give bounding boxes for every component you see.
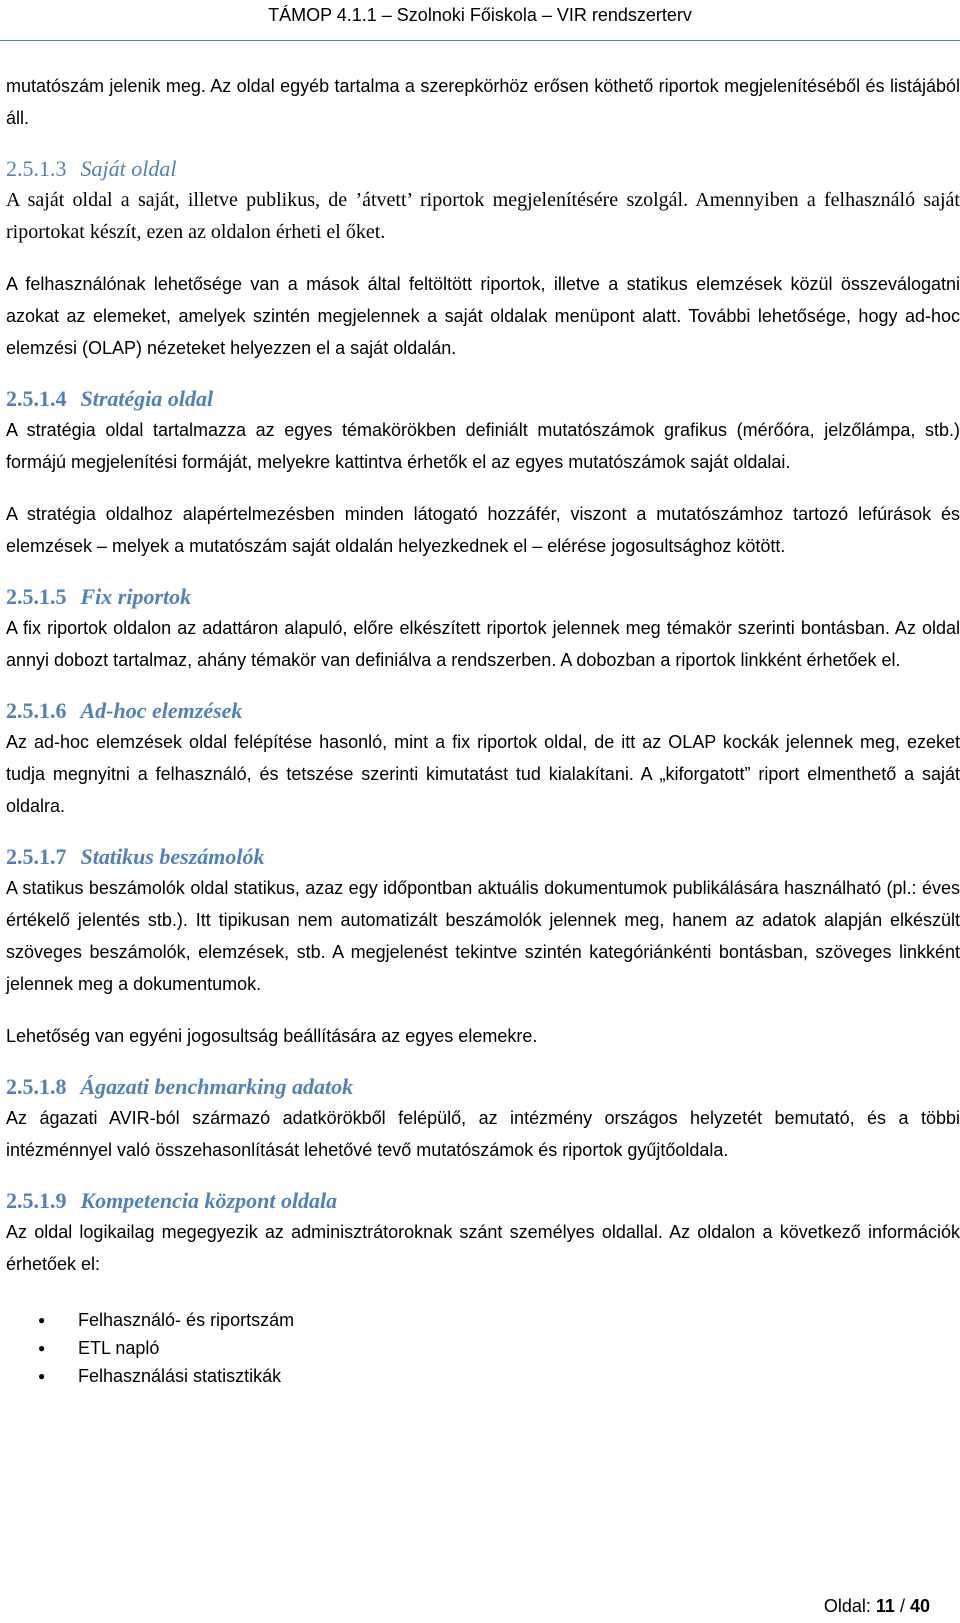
- section-title: Kompetencia központ oldala: [80, 1188, 338, 1213]
- page-label: Oldal:: [823, 1596, 871, 1616]
- section-heading: [6, 1186, 960, 1216]
- section-title: Ágazati benchmarking adatok: [80, 1074, 354, 1099]
- page-footer: [824, 1596, 930, 1617]
- paragraph: A saját oldal a saját, illetve publikus, de ’átvett’ riportok megjelenítésére szolgál. Amennyiben a felhasználó saját riportokat készít, ezen az oldalon érheti el őket.: [6, 189, 960, 243]
- paragraph: A statikus beszámolók oldal statikus, azaz egy időpontban aktuális dokumentumok publikálására használható (pl.: éves értékelő jelentés stb.). Itt tipikusan nem automatizált beszámolók jelennek meg, hanem az adatok alapján elkészült szöveges beszámolók, elemzések, stb. A megjelenést tekintve szintén kategóriánkénti bontásban, szöveges linkként jelennek meg a dokumentumok.: [6, 878, 960, 994]
- section-heading: [6, 842, 960, 872]
- paragraph: Az ágazati AVIR-ból származó adatkörökből felépülő, az intézmény országos helyzetét bemutató, és a többi intézménnyel való összehasonlítását lehetővé tevő mutatószámok és riportok gyűjtőoldala.: [6, 1108, 960, 1160]
- paragraph: A felhasználónak lehetősége van a mások által feltöltött riportok, illetve a statikus elemzések közül összeválogatni azokat az elemeket, amelyek szintén megjelennek a saját oldalak menüpont alatt. További lehetősége, hogy ad-hoc elemzési (OLAP) nézeteket helyezzen el a saját oldalán.: [6, 274, 960, 358]
- page-separator: /: [899, 1596, 905, 1616]
- list-item: ● ETL napló: [78, 1334, 960, 1362]
- section-heading: [6, 384, 960, 414]
- section-saját-oldal: [6, 154, 960, 364]
- document-body: [6, 70, 960, 1390]
- section-strategia-oldal: [6, 384, 960, 562]
- section-title: Ad-hoc elemzések: [80, 698, 243, 723]
- section-number: 2.5.1.7: [6, 844, 67, 869]
- page-header: [0, 0, 960, 30]
- bullet-list: [6, 1306, 960, 1390]
- section-heading: [6, 154, 960, 184]
- section-number: 2.5.1.5: [6, 584, 67, 609]
- section-fix-riportok: [6, 582, 960, 676]
- section-title: Fix riportok: [80, 584, 192, 609]
- section-number: 2.5.1.8: [6, 1074, 67, 1099]
- paragraph: Az oldal logikailag megegyezik az adminisztrátoroknak szánt személyes oldallal. Az oldalon a következő információk érhetőek el:: [6, 1222, 960, 1274]
- section-heading: [6, 696, 960, 726]
- list-item: ● Felhasználási statisztikák: [78, 1362, 960, 1390]
- intro-paragraph: mutatószám jelenik meg. Az oldal egyéb tartalma a szerepkörhöz erősen köthető riportok megjelenítéséből és listájából áll.: [6, 76, 960, 128]
- section-heading: [6, 582, 960, 612]
- section-title: Statikus beszámolók: [80, 844, 265, 869]
- header-divider: [0, 40, 960, 41]
- header-title: TÁMOP 4.1.1 – Szolnoki Főiskola – VIR rendszerterv: [268, 5, 692, 25]
- paragraph: Az ad-hoc elemzések oldal felépítése hasonló, mint a fix riportok oldal, de itt az OLAP kockák jelennek meg, ezeket tudja megnyitni a felhasználó, és tetszése szerinti kimutatást tud kialakítani. A „kiforgatott” riport elmenthető a saját oldalra.: [6, 732, 960, 816]
- paragraph: Lehetőség van egyéni jogosultság beállítására az egyes elemekre.: [6, 1026, 538, 1046]
- section-title: Saját oldal: [80, 156, 177, 181]
- section-kompetencia-kozpont: [6, 1186, 960, 1390]
- total-page-count: 40: [909, 1596, 930, 1616]
- section-number: 2.5.1.9: [6, 1188, 67, 1213]
- section-heading: [6, 1072, 960, 1102]
- list-item: ● Felhasználó- és riportszám: [78, 1306, 960, 1334]
- paragraph: A fix riportok oldalon az adattáron alapuló, előre elkészített riportok jelennek meg témakör szerinti bontásban. Az oldal annyi dobozt tartalmaz, ahány témakör van definiálva a rendszerben. A dobozban a riportok linkként érhetőek el.: [6, 618, 960, 670]
- section-number: 2.5.1.6: [6, 698, 67, 723]
- current-page-number: 11: [875, 1596, 895, 1616]
- section-title: Stratégia oldal: [80, 386, 214, 411]
- section-agazati-benchmarking: [6, 1072, 960, 1166]
- section-number: 2.5.1.4: [6, 386, 67, 411]
- section-ad-hoc-elemzesek: [6, 696, 960, 822]
- paragraph: A stratégia oldal tartalmazza az egyes témakörökben definiált mutatószámok grafikus (mérőóra, jelzőlámpa, stb.) formájú megjelenítési formáját, melyekre kattintva érhetők el az egyes mutatószámok saját oldalai.: [6, 420, 960, 472]
- section-number: 2.5.1.3: [6, 156, 67, 181]
- section-statikus-beszamolok: [6, 842, 960, 1052]
- paragraph: A stratégia oldalhoz alapértelmezésben minden látogató hozzáfér, viszont a mutatószámhoz tartozó lefúrások és elemzések – melyek a mutatószám saját oldalán helyezkednek el – elérése jogosultsághoz kötött.: [6, 504, 960, 556]
